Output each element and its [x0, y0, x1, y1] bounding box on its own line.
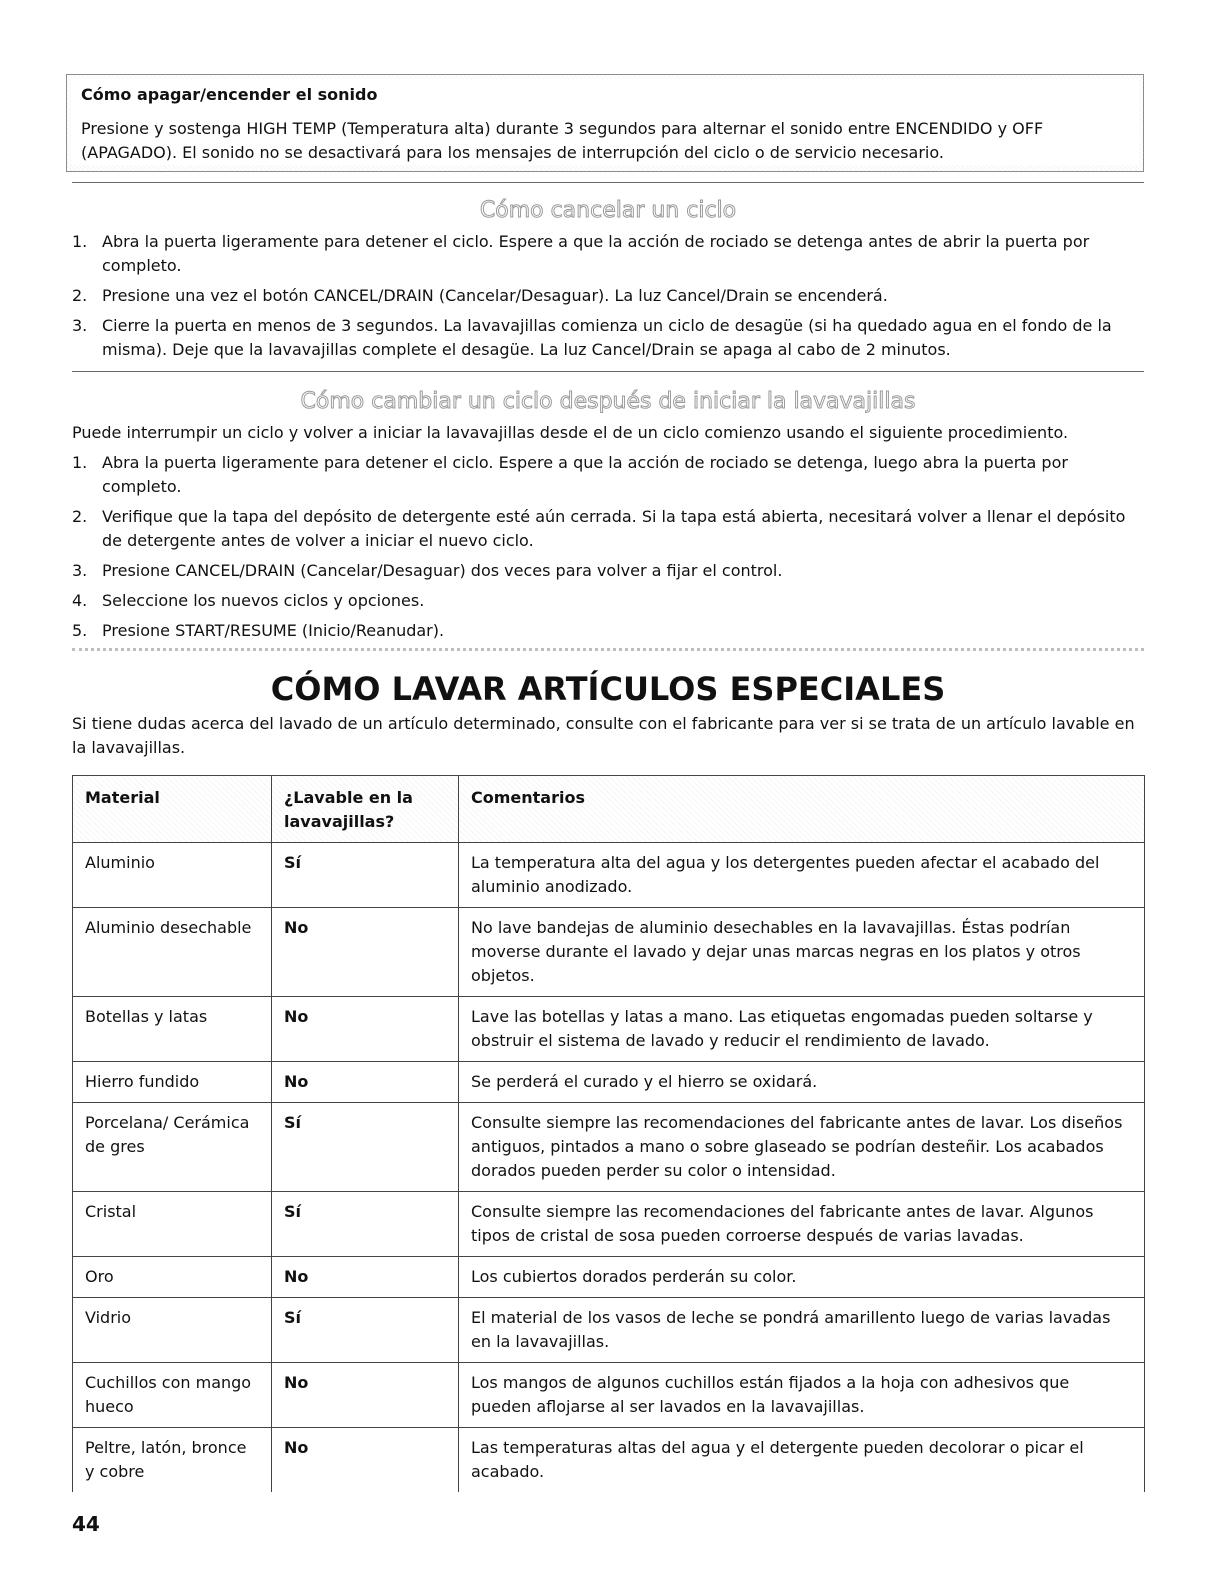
- section-divider: [72, 182, 1144, 183]
- cell-material: Aluminio: [73, 843, 272, 908]
- table-row: [73, 1363, 1145, 1428]
- cell-comment: No lave bandejas de aluminio desechables en la lavavajillas. Éstas podrían moverse durante el lavado y dejar unas marcas negras en los platos y otros objetos.: [459, 908, 1145, 997]
- list-item: 1. Abra la puerta ligeramente para detener el ciclo. Espere a que la acción de rociado se detenga, luego abra la puerta por completo.: [72, 453, 1068, 496]
- cell-washable: Sí: [272, 843, 459, 908]
- cell-material: Botellas y latas: [73, 997, 272, 1062]
- cell-washable: No: [272, 1257, 459, 1298]
- cell-comment: El material de los vasos de leche se pondrá amarillento luego de varias lavadas en la lavavajillas.: [459, 1298, 1145, 1363]
- list-item: 2. Presione una vez el botón CANCEL/DRAIN (Cancelar/Desaguar). La luz Cancel/Drain se encenderá.: [72, 286, 888, 305]
- table-row: [73, 1298, 1145, 1363]
- cell-washable: No: [272, 1428, 459, 1493]
- table-row: [73, 908, 1145, 997]
- change-cycle-intro: Puede interrumpir un ciclo y volver a iniciar la lavavajillas desde el de un ciclo comienzo usando el siguiente procedimiento.: [72, 423, 1069, 442]
- list-item: 5. Presione START/RESUME (Inicio/Reanudar).: [72, 621, 445, 640]
- cell-material: Hierro fundido: [73, 1062, 272, 1103]
- table-row: [73, 1257, 1145, 1298]
- cell-washable: No: [272, 1363, 459, 1428]
- cell-material: Cristal: [73, 1192, 272, 1257]
- cancel-cycle-heading: Cómo cancelar un ciclo: [479, 198, 737, 223]
- sound-box-inner: [71, 79, 1139, 165]
- page-title: CÓMO LAVAR ARTÍCULOS ESPECIALES: [270, 670, 946, 708]
- table-row: [73, 1192, 1145, 1257]
- cell-material: Porcelana/ Cerámica de gres: [73, 1103, 272, 1192]
- header-comments: Comentarios: [459, 776, 1145, 843]
- list-item: 3. Presione CANCEL/DRAIN (Cancelar/Desaguar) dos veces para volver a fijar el control.: [72, 561, 783, 580]
- special-items-intro: Si tiene dudas acerca del lavado de un artículo determinado, consulte con el fabricante para ver si se trata de un artículo lavable en la lavavajillas.: [72, 714, 1135, 757]
- sound-box-title: Cómo apagar/encender el sonido: [81, 85, 378, 104]
- table-header-row: [73, 776, 1145, 843]
- cancel-steps-list: [72, 230, 1144, 368]
- cell-comment: Las temperaturas altas del agua y el detergente pueden decolorar o picar el acabado.: [459, 1428, 1145, 1493]
- table-row: [73, 1103, 1145, 1192]
- section-divider: [72, 371, 1144, 372]
- page-number: 44: [72, 1512, 100, 1536]
- cell-washable: No: [272, 1062, 459, 1103]
- cell-material: Cuchillos con mango hueco: [73, 1363, 272, 1428]
- cell-washable: No: [272, 997, 459, 1062]
- list-item: 2. Verifique que la tapa del depósito de detergente esté aún cerrada. Si la tapa está abierta, necesitará volver a llenar el depósito de detergente antes de volver a iniciar el nuevo ciclo.: [72, 507, 1126, 550]
- cell-washable: Sí: [272, 1298, 459, 1363]
- cell-comment: Los cubiertos dorados perderán su color.: [459, 1257, 1145, 1298]
- cell-comment: Se perderá el curado y el hierro se oxidará.: [459, 1062, 1145, 1103]
- header-material: Material: [73, 776, 272, 843]
- table-row: [73, 843, 1145, 908]
- cell-comment: Lave las botellas y latas a mano. Las etiquetas engomadas pueden soltarse y obstruir el sistema de lavado y reducir el rendimiento de lavado.: [459, 997, 1145, 1062]
- header-washable: ¿Lavable en la lavavajillas?: [272, 776, 459, 843]
- cell-comment: La temperatura alta del agua y los detergentes pueden afectar el acabado del aluminio anodizado.: [459, 843, 1145, 908]
- table-row: [73, 997, 1145, 1062]
- special-items-table: [72, 775, 1145, 1492]
- cell-washable: Sí: [272, 1103, 459, 1192]
- cell-washable: No: [272, 908, 459, 997]
- list-item: 1. Abra la puerta ligeramente para detener el ciclo. Espere a que la acción de rociado se detenga antes de abrir la puerta por completo.: [72, 232, 1090, 275]
- sound-box-text: Presione y sostenga HIGH TEMP (Temperatura alta) durante 3 segundos para alternar el sonido entre ENCENDIDO y OFF (APAGADO). El sonido no se desactivará para los mensajes de interrupción del ciclo o de servicio necesario.: [81, 119, 1044, 162]
- list-item: 4. Seleccione los nuevos ciclos y opciones.: [72, 591, 425, 610]
- cell-material: Peltre, latón, bronce y cobre: [73, 1428, 272, 1493]
- change-cycle-heading: Cómo cambiar un ciclo después de iniciar la lavavajillas: [300, 389, 916, 414]
- cell-material: Aluminio desechable: [73, 908, 272, 997]
- cell-comment: Los mangos de algunos cuchillos están fijados a la hoja con adhesivos que pueden aflojarse al ser lavados en la lavavajillas.: [459, 1363, 1145, 1428]
- table-row: [73, 1062, 1145, 1103]
- change-steps-list: [72, 451, 1144, 649]
- sound-toggle-box: [66, 74, 1144, 172]
- cell-comment: Consulte siempre las recomendaciones del fabricante antes de lavar. Los diseños antiguos, pintados a mano o sobre glaseado se podrían desteñir. Los acabados dorados pueden perder su color o intensidad.: [459, 1103, 1145, 1192]
- table-row: [73, 1428, 1145, 1493]
- list-item: 3. Cierre la puerta en menos de 3 segundos. La lavavajillas comienza un ciclo de desagüe (si ha quedado agua en el fondo de la misma). Deje que la lavavajillas complete el desagüe. La luz Cancel/Drain se apaga al cabo de 2 minutos.: [72, 316, 1112, 359]
- cell-washable: Sí: [272, 1192, 459, 1257]
- cell-material: Oro: [73, 1257, 272, 1298]
- cell-comment: Consulte siempre las recomendaciones del fabricante antes de lavar. Algunos tipos de cristal de sosa pueden corroerse después de varias lavadas.: [459, 1192, 1145, 1257]
- cell-material: Vidrio: [73, 1298, 272, 1363]
- dotted-divider: [72, 648, 1144, 651]
